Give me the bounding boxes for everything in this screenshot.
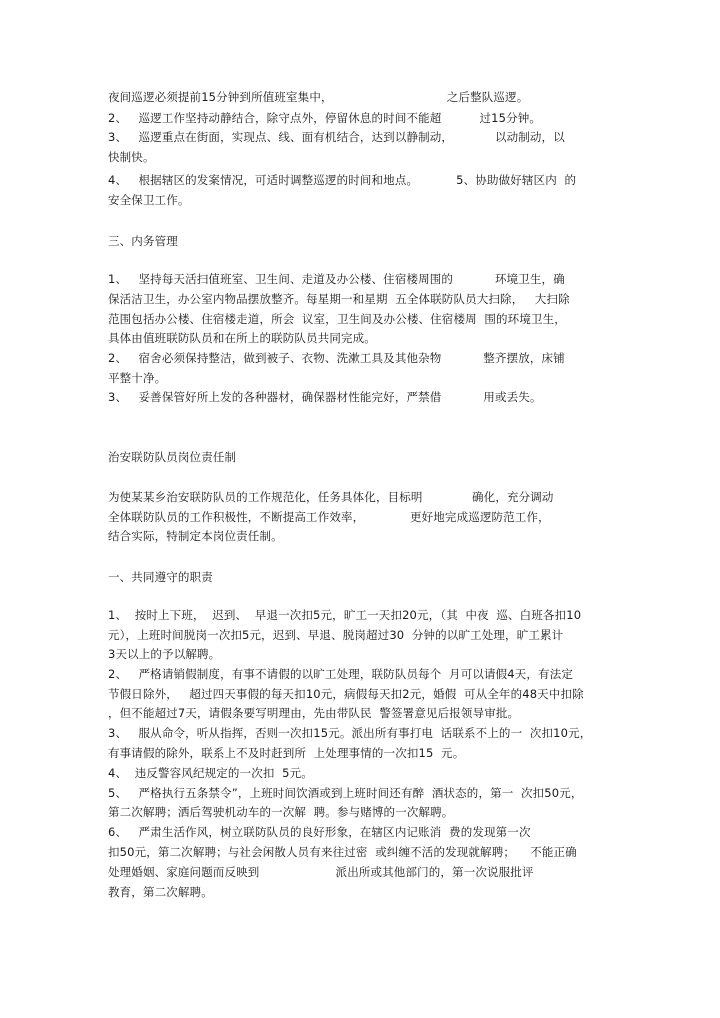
text-line: 4、 违反警容风纪规定的一次扣 5元。 [108, 766, 313, 780]
text-line: 平整十净。 [108, 371, 167, 385]
text-line: 3天以上的予以解聘。 [108, 647, 221, 661]
text-line: 5、 严格执行五条禁令”，上班时间饮酒或到上班时间还有醉 酒状态的，第一 次扣50元， [108, 786, 583, 800]
text-line: 为使某某乡治安联防队员的工作规范化，任务具体化，目标明 确化，充分调动 [108, 490, 554, 504]
section-heading: 三、内务管理 [108, 234, 178, 248]
text-line: 夜间巡逻必须提前15分钟到所值班室集中， 之后整队巡逻。 [108, 90, 529, 104]
text-line: 元），上班时间脱岗一次扣5元，迟到、早退、脱岗超过30 分钟的以旷工处理，旷工累计 [108, 628, 564, 642]
text-line: 2、 巡逻工作坚持动静结合，除守点外，停留休息的时间不能超 过15分钟。 [108, 111, 542, 125]
text-line: 节假日除外， 超过四天事假的每天扣10元，病假每天扣2元，婚假 可从全年的48天中扣除 [108, 687, 584, 701]
text-line: 教育，第二次解聘。 [108, 885, 213, 899]
text-line: 1、 按时上下班， 迟到、 早退一次扣5元，旷工一天扣20元，（其 中夜 巡、白班各扣10 [108, 608, 582, 622]
text-line: 具体由值班联防队员和在所上的联防队员共同完成。 [108, 331, 376, 345]
text-line: 保活洁卫生，办公室内物品摆放整齐。每星期一和星期 五全体联防队员大扫除， 大扫除 [108, 292, 570, 306]
text-line: 安全保卫工作。 [108, 193, 190, 207]
text-line: 2、 严格请销假制度，有事不请假的以旷工处理，联防队员每个 月可以请假4天，有法定 [108, 667, 574, 681]
text-line: 4、 根据辖区的发案情况，可适时调整巡逻的时间和地点。 5、协助做好辖区内 的 [108, 173, 577, 187]
text-line: 结合实际，特制定本岗位责任制。 [108, 529, 283, 543]
text-line: 快制快。 [108, 150, 155, 164]
text-line: 3、 服从命令，听从指挥，否则一次扣15元。派出所有事打电 话联系不上的一 次扣10元， [108, 726, 592, 740]
document-title: 治安联防队员岗位责任制 [108, 450, 237, 464]
text-line: 6、 严肃生活作风，树立联防队员的良好形象，在辖区内记账消 费的发现第一次 [108, 825, 531, 839]
text-line: 处理婚姻、家庭问题而反映到 派出所或其他部门的，第一次说服批评 [108, 865, 534, 879]
text-line: 第二次解聘；洒后驾驶机动车的一次解 聘。参与赌博的一次解聘。 [108, 805, 454, 819]
text-line: 有事请假的除外，联系上不及时赶到所 上处理事情的一次扣15 元。 [108, 746, 465, 760]
text-line: 3、 妥善保管好所上发的各种器材，确保器材性能完好，严禁借 用或丢失。 [108, 390, 542, 404]
text-line: 2、 宿舍必须保持整洁，做到被子、衣物、洗漱工具及其他杂物 整齐摆放，床铺 [108, 351, 565, 365]
text-line: ，但不能超过7天，请假条要写明理由，先由带队民 警签署意见后报领导审批。 [108, 706, 520, 720]
text-line: 扣50元，第二次解聘；与社会闲散人员有来往过密 或纠缠不活的发现就解聘； 不能正确 [108, 845, 577, 859]
text-line: 1、 坚持每天活扫值班室、卫生间、走道及办公楼、住宿楼周围的 环境卫生，确 [108, 272, 565, 286]
section-heading: 一、共同遵守的职责 [108, 570, 213, 584]
text-line: 全体联防队员的工作积极性，不断提高工作效率， 更好地完成巡逻防范工作， [108, 510, 550, 524]
text-line: 3、 巡逻重点在街面，实现点、线、面有机结合，达到以静制动， 以动制动，以 [108, 130, 565, 144]
text-line: 范围包括办公楼、住宿楼走道，所会 议室，卫生间及办公楼、住宿楼周 围的环境卫生， [108, 312, 566, 326]
